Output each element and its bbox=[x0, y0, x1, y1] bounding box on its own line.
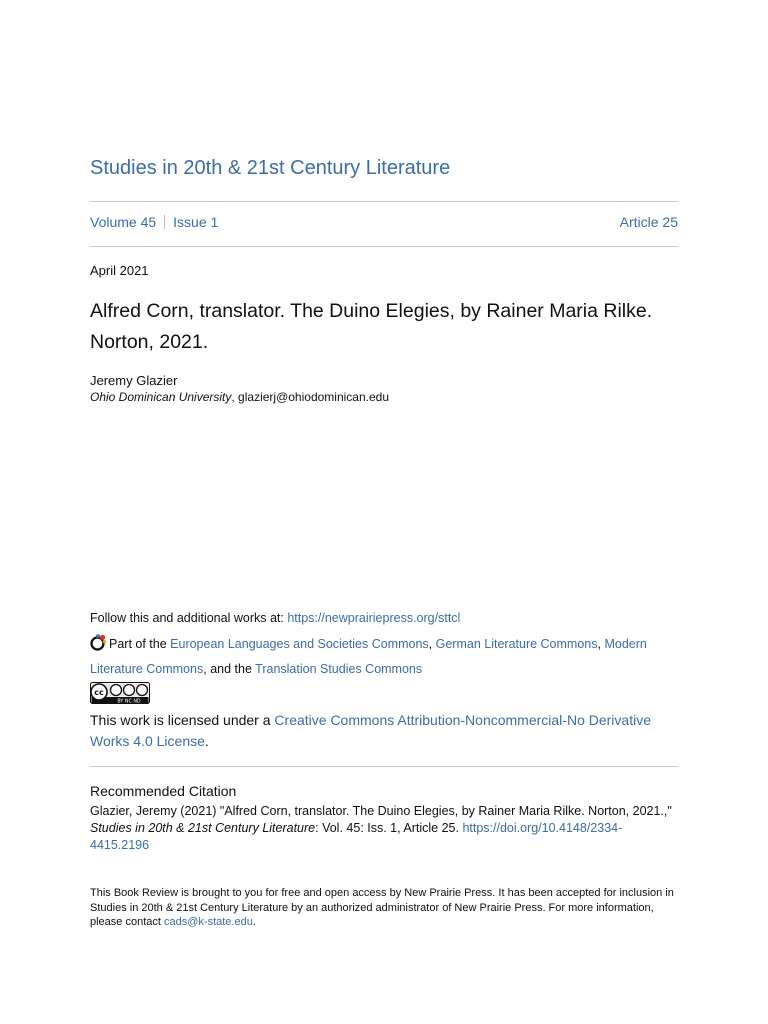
issue-separator bbox=[164, 215, 165, 229]
doi-link[interactable]: https://doi.org/10.4148/2334-4415.2196 bbox=[90, 821, 623, 852]
issue-link[interactable]: Issue 1 bbox=[173, 214, 219, 230]
series-url-link[interactable]: https://newprairiepress.org/sttcl bbox=[287, 611, 461, 625]
footer-note bbox=[90, 886, 678, 930]
part-of-prefix: Part of the bbox=[109, 637, 171, 651]
article-link[interactable]: Article 25 bbox=[619, 214, 678, 230]
license-suffix: . bbox=[204, 733, 209, 749]
author-affiliation bbox=[90, 390, 389, 404]
author-name: Jeremy Glazier bbox=[90, 373, 178, 388]
license-statement bbox=[90, 710, 678, 752]
affiliation-name: Ohio Dominican University bbox=[90, 390, 232, 404]
divider-top bbox=[90, 201, 678, 202]
author-email: , glazierj@ohiodominican.edu bbox=[231, 390, 389, 404]
commons-sep-3: , and the bbox=[203, 661, 256, 676]
cc-license-badge[interactable] bbox=[90, 682, 150, 709]
footer-end: . bbox=[252, 916, 256, 928]
citation-authors-title: Glazier, Jeremy (2021) "Alfred Corn, translator. The Duino Elegies, by Rainer Maria Rilke. Norton, 2021.," bbox=[90, 804, 672, 818]
commons-link-modern[interactable]: Modern Literature Commons bbox=[90, 637, 647, 676]
commons-sep-1: , bbox=[428, 637, 436, 651]
commons-link-german[interactable]: German Literature Commons bbox=[435, 637, 598, 651]
volume-link[interactable]: Volume 45 bbox=[90, 214, 157, 230]
commons-link-european[interactable]: European Languages and Societies Commons bbox=[170, 637, 429, 651]
license-link[interactable]: Creative Commons Attribution-Noncommercial-No Derivative Works 4.0 License bbox=[90, 712, 651, 749]
svg-text:cc: cc bbox=[94, 688, 104, 697]
article-title: Alfred Corn, translator. The Duino Elegies, by Rainer Maria Rilke. Norton, 2021. bbox=[90, 300, 653, 353]
contact-email-link[interactable]: cads@k-state.edu bbox=[164, 916, 253, 928]
license-prefix: This work is licensed under a bbox=[90, 712, 275, 728]
recommended-citation-text bbox=[90, 803, 678, 854]
bepress-commons-icon bbox=[90, 634, 107, 659]
commons-sep-2: , bbox=[597, 637, 605, 651]
divider-issue bbox=[90, 246, 678, 247]
follow-label: Follow this and additional works at: bbox=[90, 611, 288, 625]
commons-link-translation[interactable]: Translation Studies Commons bbox=[255, 661, 423, 676]
follow-line bbox=[90, 611, 460, 625]
footer-text: This Book Review is brought to you for free and open access by New Prairie Press. It has been accepted for inclusion in Studies in 20th & 21st Century Literature by an authorized administrator of New Prairie Press. For more information, please contact bbox=[90, 887, 674, 928]
divider-citation bbox=[90, 766, 678, 767]
publication-date: April 2021 bbox=[90, 263, 149, 278]
cc-badge-text: BY NC ND bbox=[117, 699, 141, 704]
part-of-commons bbox=[90, 634, 678, 680]
recommended-citation-heading: Recommended Citation bbox=[90, 783, 237, 799]
citation-volume: : Vol. 45: Iss. 1, Article 25. bbox=[315, 821, 463, 835]
journal-title-link[interactable]: Studies in 20th & 21st Century Literature bbox=[90, 157, 451, 179]
issue-bar bbox=[90, 214, 678, 230]
citation-journal: Studies in 20th & 21st Century Literature bbox=[90, 821, 316, 835]
